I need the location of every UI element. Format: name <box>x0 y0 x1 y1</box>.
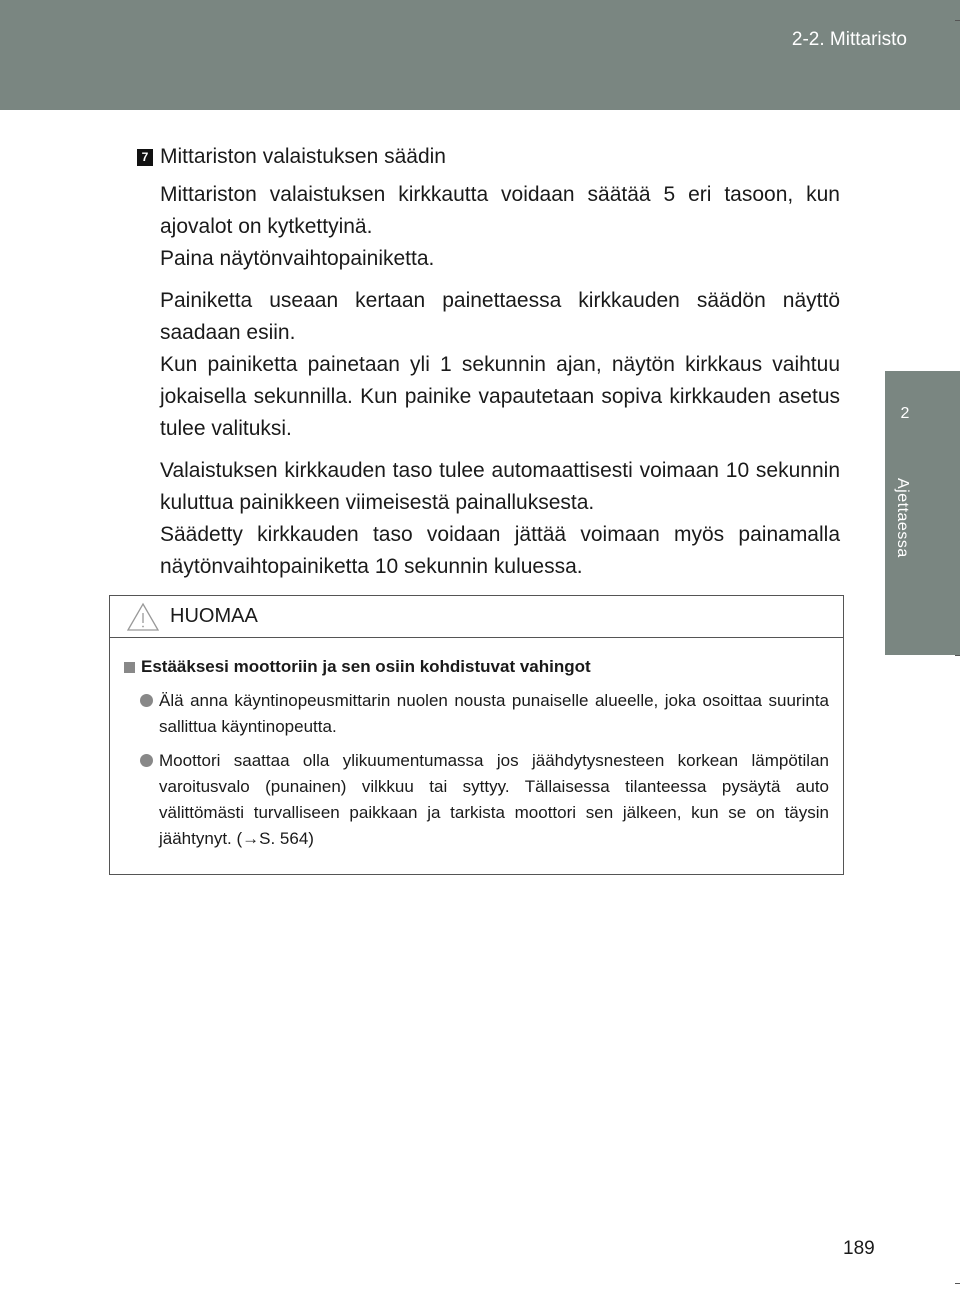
item-number-badge: 7 <box>137 149 153 166</box>
crop-mark <box>955 655 960 656</box>
notice-header <box>110 596 843 638</box>
crop-mark <box>955 1283 960 1284</box>
notice-bullet <box>124 748 829 852</box>
item-title: Mittariston valaistuksen säädin <box>160 145 446 168</box>
page-number: 189 <box>843 1238 875 1259</box>
item-heading <box>137 141 840 173</box>
square-bullet-icon <box>124 662 135 673</box>
chapter-title: Ajettaessa <box>894 478 911 558</box>
notice-subheading-text: Estääksesi moottoriin ja sen osiin kohdistuvat vahingot <box>141 657 591 676</box>
crop-mark <box>955 20 960 21</box>
header-band <box>0 0 960 110</box>
notice-box <box>109 595 844 875</box>
warning-triangle-icon <box>126 602 160 632</box>
chapter-number: 2 <box>900 405 910 422</box>
item-section <box>137 141 840 583</box>
notice-bullet-text: Älä anna käyntinopeusmittarin nuolen nousta punaiselle alueelle, joka osoittaa suurinta sallittua käyntinopeutta. <box>159 691 829 736</box>
notice-bullet <box>124 688 829 740</box>
section-title: 2-2. Mittaristo <box>791 29 907 50</box>
paragraph: Mittariston valaistuksen kirkkautta voidaan säätää 5 eri tasoon, kun ajovalot on kytkettyinä. Paina näytönvaihtopainiketta. <box>160 183 840 270</box>
notice-title: HUOMAA <box>170 605 258 627</box>
paragraph: Valaistuksen kirkkauden taso tulee automaattisesti voimaan 10 sekunnin kuluttua painikkeen viimeisestä painalluksesta. Säädetty kirkkauden taso voidaan jättää voimaan myös painamalla näytönvaihtopainiketta 10 sekunnin kuluessa. <box>160 459 840 578</box>
bullet-dot-icon <box>140 694 153 707</box>
paragraph: Painiketta useaan kertaan painettaessa kirkkauden säädön näyttö saadaan esiin. Kun painiketta painetaan yli 1 sekunnin ajan, näytön kirkkaus vaihtuu jokaisella sekunnilla. Kun painike vapautetaan sopiva kirkkauden asetus tulee valituksi. <box>160 289 840 440</box>
bullet-dot-icon <box>140 754 153 767</box>
notice-body <box>110 638 843 852</box>
notice-bullet-text: Moottori saattaa olla ylikuumentumassa jos jäähdytysnesteen korkean lämpötilan varoitusvalo (punainen) vilkkuu tai syttyy. Tällaisessa tilanteessa pysäytä auto välittömästi turvalliseen paikkaan ja tarkista moottori sen jälkeen, kun se on täysin jäähtynyt. (→S. 564) <box>159 751 829 848</box>
notice-subheading <box>124 654 829 680</box>
